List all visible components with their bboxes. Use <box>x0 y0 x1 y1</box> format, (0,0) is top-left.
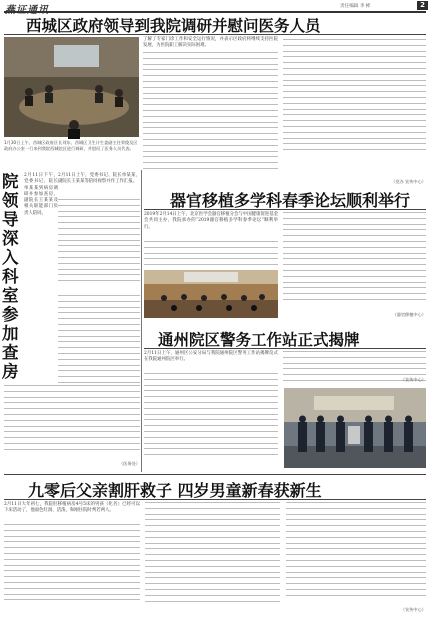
article4-credit: （宣传中心） <box>400 607 426 612</box>
meeting-room-photo <box>4 37 139 137</box>
page-number: 2 <box>420 1 425 9</box>
article3-body-col1 <box>144 373 278 460</box>
article2-body-col1 <box>144 241 278 270</box>
article1-body-col2-lines <box>143 52 278 174</box>
vertical-credit: （医务处） <box>119 461 140 466</box>
article3-body-lead: 2月11日上午，通州区公安分局与我院通州院区警务工作站揭牌仪式在我院通州院区举行。 <box>144 351 278 363</box>
article2-title-rule <box>144 209 426 210</box>
article3-police-photo <box>284 388 426 468</box>
article2-credit: （器官移植中心） <box>392 312 426 317</box>
sidebar-divider <box>141 170 142 472</box>
article1-photo-caption: 1月30日上午，西城区政府区长刘东、西城区卫生计生委副主任荣俊及区政府办公室一行来到我院西城院区进行调研，并慰问了医务人员代表。 <box>4 140 138 151</box>
vertical-body <box>58 295 140 388</box>
page-number-badge <box>417 1 428 10</box>
article1-credit: （党办 宣传中心） <box>391 179 426 184</box>
article4-body-lead: 2月11日大年初七，我院肝移植病房4号5床的男孩（化名）已经可以下床活动了，他面色红润、活泼，和刚住院时判若两人。 <box>4 502 140 514</box>
article2-title: 器官移植多学科春季论坛顺利举行 <box>170 191 411 210</box>
article1-body-lead: 2月11日上午，党委书记、院长单某某，副院长王某某等陪同视察并作工作汇报。 <box>58 173 140 185</box>
article3-credit: （宣传中心） <box>400 377 426 382</box>
article4-title-rule <box>4 499 426 500</box>
article1-title-rule <box>4 34 426 35</box>
article4-body-col1 <box>4 524 140 605</box>
article1-body-col3 <box>283 39 426 155</box>
article4-body-col2 <box>145 502 280 606</box>
vertical-body-lower <box>4 385 140 455</box>
article1-title: 西城区政府领导到我院调研并慰问医务人员 <box>26 17 321 35</box>
article4-top-rule <box>4 474 426 475</box>
article3-title: 通州院区警务工作站正式揭牌 <box>158 331 360 349</box>
article2-body-lead: 2019年2月14日上午，北京医学会器官移植分会与中国健康促进基金会共同主办，我院承办的“2019器官移植多学科春季论坛”顺利举行。 <box>144 212 278 230</box>
article4-body-col3 <box>286 502 426 601</box>
article4-title: 九零后父亲割肝救子 四岁男童新春获新生 <box>28 481 322 500</box>
article3-title-rule <box>144 348 426 349</box>
masthead-rule <box>4 11 426 13</box>
article2-body-col2 <box>283 212 426 305</box>
vertical-body-lead: 2月11日下午，党委书记、院长单某某到病房调研并参加查房，副院长王某某及相关职能部门负责人陪同。 <box>24 173 58 216</box>
article1-body-col1 <box>58 199 140 286</box>
masthead-editor: 责任编辑 李 彬 <box>340 4 371 9</box>
forum-audience-photo <box>144 270 278 318</box>
article2-forum-photo <box>144 270 278 318</box>
vertical-title: 院领导深入科室参加查房 <box>2 172 19 381</box>
police-station-photo <box>284 388 426 468</box>
article1-meeting-photo <box>4 37 139 137</box>
article1-body-col2: 了解了专家门诊工作和安全运行情况，并表示区政府将继续支持医院发展，为医院职工解决实际困难。 <box>143 37 278 49</box>
